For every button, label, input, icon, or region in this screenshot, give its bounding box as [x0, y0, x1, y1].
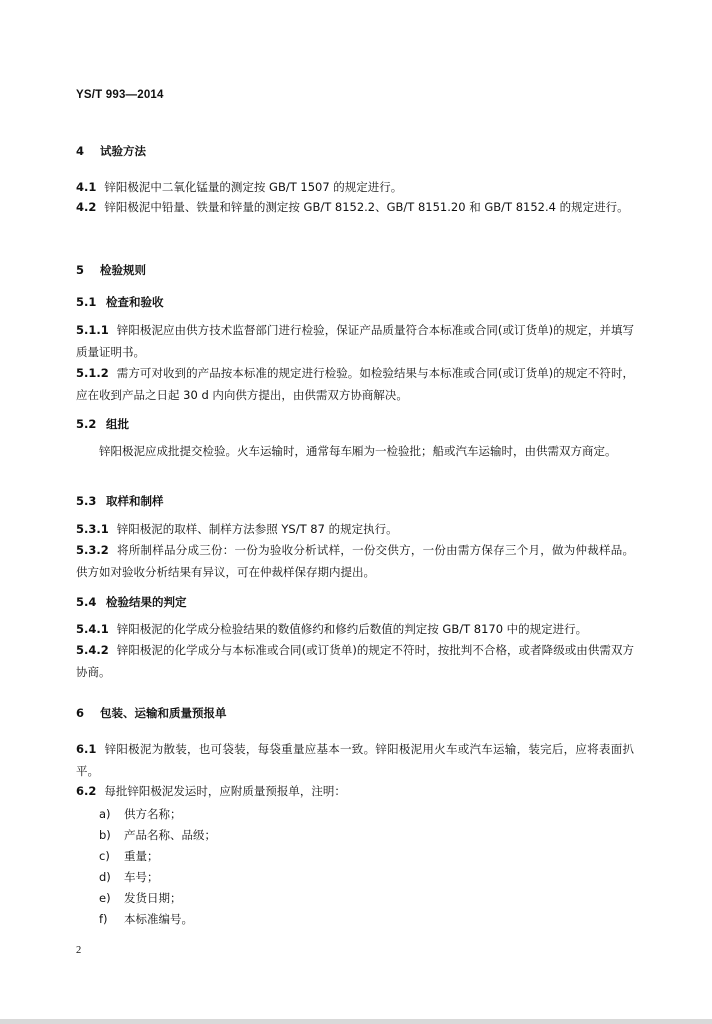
heading-number: 5.4: [76, 595, 97, 609]
section-heading-5-4: [76, 594, 187, 610]
list-item: [99, 806, 182, 822]
list-text: 车号；: [124, 870, 159, 884]
clause-text: 锌阳极泥的化学成分检验结果的数值修约和修约后数值的判定按 GB/T 8170 中的规定进行。: [116, 622, 588, 636]
heading-title: 取样和制样: [106, 494, 164, 508]
section-heading-4: [76, 143, 146, 159]
clause-text: 锌阳极泥的化学成分与本标准或合同(或订货单)的规定不符时，按批判不合格，或者降级或由供需双方协商。: [76, 643, 634, 679]
list-marker: b): [99, 828, 111, 842]
list-marker: c): [99, 849, 110, 863]
heading-number: 5.3: [76, 494, 97, 508]
clause-text: 需方可对收到的产品按本标准的规定进行检验。如检验结果与本标准或合同(或订货单)的规定不符时，应在收到产品之日起 30 d 内向供方提出，由供需双方协商解决。: [76, 366, 634, 402]
section-heading-5-2: [76, 416, 129, 432]
heading-title: 试验方法: [100, 144, 147, 158]
clause-text: 锌阳极泥为散装，也可袋装，每袋重量应基本一致。锌阳极泥用火车或汽车运输，装完后，应将表面扒平。: [76, 742, 634, 778]
clause-4-1: [76, 176, 634, 198]
heading-number: 5.1: [76, 295, 97, 309]
clause-text: 将所制样品分成三份：一份为验收分析试样，一份交供方，一份由需方保存三个月，做为仲裁样品。供方如对验收分析结果有异议，可在仲裁样保存期内提出。: [76, 543, 634, 579]
clause-5-1-1: [76, 319, 634, 363]
section-heading-5-1: [76, 294, 164, 310]
list-text: 发货日期；: [124, 891, 182, 905]
clause-text: 锌阳极泥应由供方技术监督部门进行检验，保证产品质量符合本标准或合同(或订货单)的规定，并填写质量证明书。: [76, 323, 634, 359]
list-item: [99, 827, 216, 843]
clause-text: 每批锌阳极泥发运时，应附质量预报单，注明：: [104, 784, 346, 798]
clause-5-4-1: [76, 618, 634, 640]
heading-title: 包装、运输和质量预报单: [100, 706, 227, 720]
page-bottom-divider: [0, 1019, 712, 1024]
section-heading-5-3: [76, 493, 164, 509]
clause-text: 锌阳极泥中二氧化锰量的测定按 GB/T 1507 的规定进行。: [104, 180, 403, 194]
heading-title: 检验结果的判定: [106, 595, 187, 609]
clause-text: 锌阳极泥的取样、制样方法参照 YS/T 87 的规定执行。: [116, 522, 398, 536]
clause-5-1-2: [76, 362, 634, 406]
clause-number: 6.1: [76, 742, 97, 756]
clause-number: 5.1.1: [76, 323, 109, 337]
clause-5-3-2: [76, 539, 634, 583]
heading-title: 检验规则: [100, 263, 147, 277]
page-number: 2: [76, 945, 82, 956]
clause-number: 5.4.1: [76, 622, 109, 636]
list-marker: f): [99, 912, 108, 926]
heading-title: 组批: [106, 417, 130, 431]
list-marker: e): [99, 891, 111, 905]
clause-number: 5.3.1: [76, 522, 109, 536]
clause-number: 4.2: [76, 200, 97, 214]
heading-number: 5: [76, 263, 85, 277]
clause-5-4-2: [76, 639, 634, 683]
clause-number: 4.1: [76, 180, 97, 194]
list-item: [99, 869, 159, 885]
clause-text: 锌阳极泥中铅量、铁量和锌量的测定按 GB/T 8152.2、GB/T 8151.20 和 GB/T 8152.4 的规定进行。: [104, 200, 629, 214]
heading-number: 4: [76, 144, 85, 158]
list-text: 重量；: [124, 849, 159, 863]
list-text: 产品名称、品级；: [124, 828, 216, 842]
clause-4-2: [76, 196, 634, 218]
heading-number: 5.2: [76, 417, 97, 431]
list-text: 本标准编号。: [124, 912, 193, 926]
list-marker: d): [99, 870, 111, 884]
clause-number: 5.4.2: [76, 643, 109, 657]
clause-5-3-1: [76, 518, 634, 540]
clause-6-1: [76, 738, 634, 782]
list-item: [99, 848, 159, 864]
clause-5-2-paragraph: 锌阳极泥应成批提交检验。火车运输时，通常每车厢为一检验批；船或汽车运输时，由供需双方商定。: [99, 444, 617, 458]
heading-number: 6: [76, 706, 85, 720]
clause-6-2: [76, 780, 634, 802]
section-heading-6: [76, 705, 227, 721]
heading-title: 检查和验收: [106, 295, 164, 309]
section-heading-5: [76, 262, 146, 278]
list-item: [99, 890, 182, 906]
standard-code-header: YS/T 993—2014: [76, 89, 164, 101]
clause-number: 5.1.2: [76, 366, 109, 380]
list-marker: a): [99, 807, 111, 821]
clause-number: 6.2: [76, 784, 97, 798]
list-item: [99, 911, 193, 927]
clause-number: 5.3.2: [76, 543, 109, 557]
list-text: 供方名称；: [124, 807, 182, 821]
